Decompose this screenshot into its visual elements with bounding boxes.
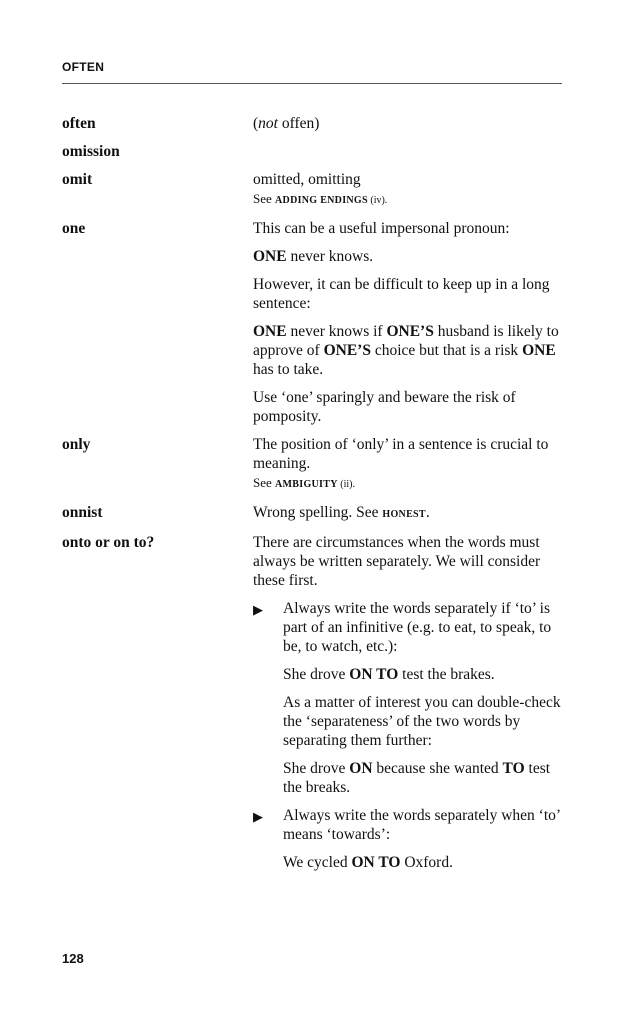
entry-omit — [62, 170, 562, 210]
headword-only: only — [62, 436, 91, 453]
see-reference: See AMBIGUITY (ii). — [253, 475, 355, 490]
note-italic: not — [258, 115, 278, 132]
definition-one — [253, 219, 562, 426]
definition-omit — [253, 170, 562, 210]
entry-onnist — [62, 503, 562, 524]
cross-reference: HONEST — [382, 509, 426, 520]
entry-one — [62, 219, 562, 426]
paragraph: Use ‘one’ sparingly and beware the risk of pomposity. — [253, 389, 516, 425]
see-reference: See ADDING ENDINGS (iv). — [253, 191, 388, 206]
bullet-text: Always write the words separately when ‘to’ means ‘towards’: — [283, 807, 560, 843]
cross-reference: AMBIGUITY — [275, 479, 338, 490]
paragraph: This can be a useful impersonal pronoun: — [253, 220, 510, 237]
headword-one: one — [62, 220, 86, 237]
triangle-bullet-icon: ▶ — [253, 809, 263, 824]
paragraph: The position of ‘only’ in a sentence is crucial to meaning. — [253, 436, 549, 472]
dictionary-entries — [62, 114, 562, 881]
paragraph: As a matter of interest you can double-check the ‘separateness’ of the two words by separating them further: — [283, 694, 561, 749]
note-open: ( — [253, 115, 259, 132]
bullet-text: Always write the words separately if ‘to’ is part of an infinitive (e.g. to eat, to speak, to be, to watch, etc.): — [283, 600, 552, 655]
header-rule — [62, 83, 562, 84]
headword-onnist: onnist — [62, 504, 103, 521]
definition-onnist: Wrong spelling. See HONEST. — [253, 504, 430, 521]
entry-only — [62, 435, 562, 494]
definition-often — [253, 114, 562, 133]
running-head: OFTEN — [62, 60, 105, 74]
headword-onto: onto or on to? — [62, 534, 155, 551]
bullet-item — [253, 806, 562, 872]
entry-omission — [62, 142, 562, 161]
example: We cycled ON TO Oxford. — [283, 854, 453, 871]
forms-omit: omitted, omitting — [253, 171, 361, 188]
headword-omission: omission — [62, 143, 120, 160]
paragraph: There are circumstances when the words must always be written separately. We will consider these first. — [253, 534, 541, 589]
note-rest: offen) — [277, 115, 320, 132]
triangle-bullet-icon: ▶ — [253, 602, 263, 617]
definition-onto — [253, 533, 562, 872]
example: ONE never knows. — [253, 248, 374, 265]
headword-often: often — [62, 115, 96, 132]
entry-often — [62, 114, 562, 133]
definition-only — [253, 435, 562, 494]
bullet-item — [253, 599, 562, 797]
page-number: 128 — [62, 951, 84, 966]
definition-omission — [253, 142, 562, 161]
example: She drove ON TO test the brakes. — [283, 666, 495, 683]
example: She drove ON because she wanted TO test the breaks. — [283, 760, 551, 796]
example: ONE never knows if ONE’S husband is likely to approve of ONE’S choice but that is a risk ONE has to take. — [253, 323, 559, 378]
headword-omit: omit — [62, 171, 93, 188]
paragraph: However, it can be difficult to keep up in a long sentence: — [253, 276, 550, 312]
cross-reference: ADDING ENDINGS — [275, 195, 368, 206]
entry-onto — [62, 533, 562, 872]
